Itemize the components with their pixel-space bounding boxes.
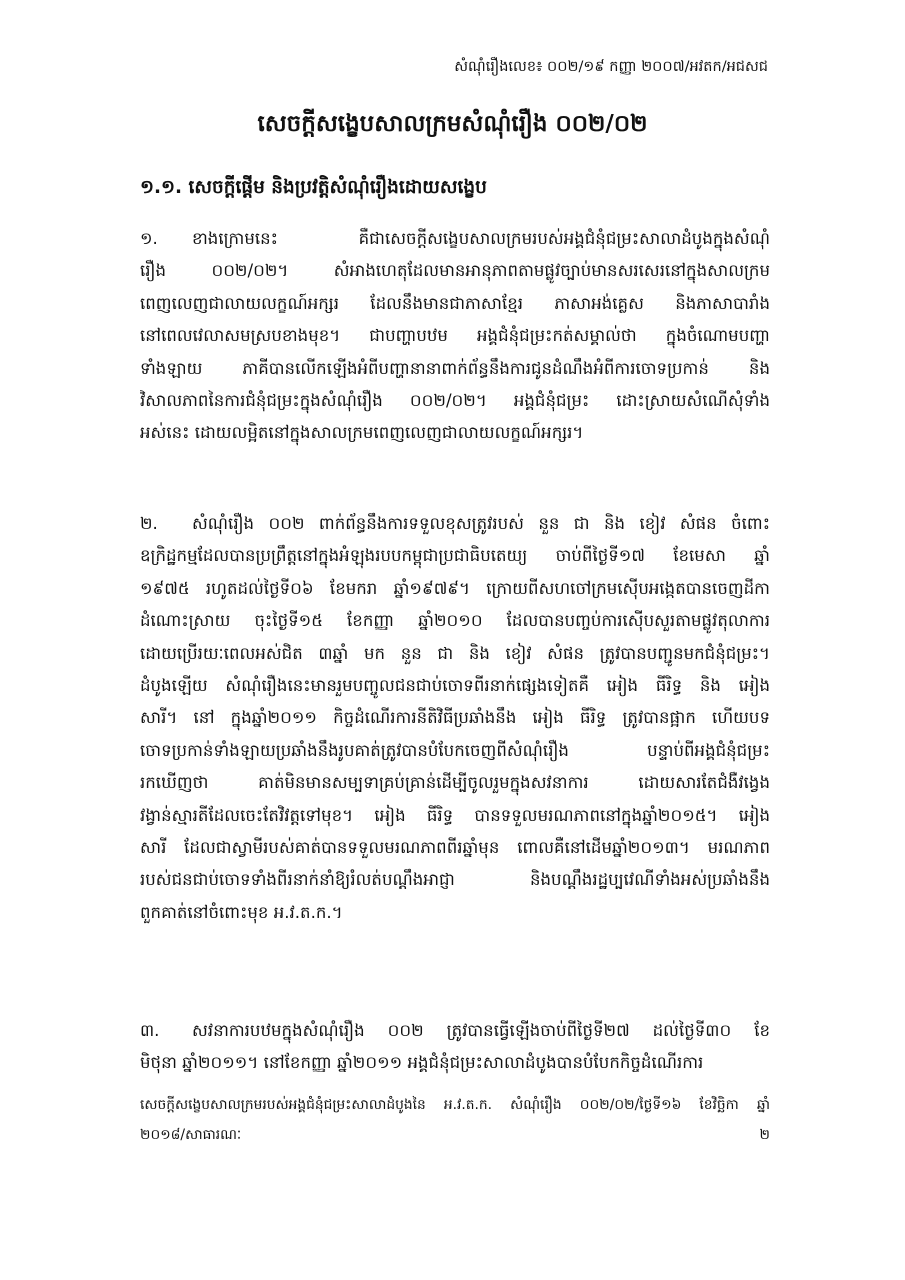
footer (140, 1090, 770, 1150)
paragraph-text: រឿង ០០២/០២។ សំអាងហេតុដែលមានអានុភាពតាមផ្លូវច្បាប់មានសរសេរនៅក្នុងសាលក្រម (140, 261, 770, 281)
paragraph-text: អស់នេះ ដោយលម្អិតនៅក្នុងសាលក្រមពេញលេញជាលាយលក្ខណ៍អក្សរ។ (140, 423, 584, 443)
paragraph-1 (140, 223, 770, 450)
paragraph-line (140, 670, 770, 702)
paragraph-3 (140, 1015, 770, 1080)
paragraph-line (140, 353, 770, 385)
paragraph-line (140, 897, 770, 929)
document-title: សេចក្ដីសង្ខេបសាលក្រមសំណុំរឿង ០០២/០២ (257, 111, 648, 137)
footer-line-1: សេចក្ដីសង្ខេបសាលក្រមរបស់អង្គជំនុំជម្រះសាលាដំបូងនៃ អ.វ.ត.ក. សំណុំរឿង ០០២/០២/ថ្ងៃទី១៦ ខែវិច្ឆិកា ឆ្នាំ (140, 1097, 770, 1113)
paragraph-text: ១៩៧៥ រហូតដល់ថ្ងៃទី០៦ ខែមករា ឆ្នាំ១៩៧៩។ ក្រោយពីសហចៅក្រមស៊ើបអង្កេតបានចេញដីកា (140, 578, 770, 598)
paragraph-text: ដំណោះស្រាយ ចុះថ្ងៃទី១៥ ខែកញ្ញា ឆ្នាំ២០១០ ដែលបានបញ្ចប់ការស៊ើបសួរតាមផ្លូវតុលាការ (140, 611, 770, 631)
paragraph-text: វិសាលភាពនៃការជំនុំជម្រះក្នុងសំណុំរឿង ០០២/០២។ អង្គជំនុំជម្រះ ដោះស្រាយសំណើសុំទាំង (140, 390, 770, 410)
paragraph-text: ឧក្រិដ្ឋកម្មដែលបានប្រព្រឹត្តនៅក្នុងអំឡុងរបបកម្ពុជាប្រជាធិបតេយ្យ ចាប់ពីថ្ងៃទី១៧ ខែមេសា ឆ្នាំ (140, 546, 770, 566)
footer-line-2: ២០១៨/សាធារណៈ (140, 1127, 242, 1143)
paragraph-line (140, 605, 770, 637)
paragraph-line (140, 638, 770, 670)
paragraph-text: ពួកគាត់នៅចំពោះមុខ អ.វ.ត.ក.។ (140, 902, 343, 922)
paragraph-number: ៣. (140, 1021, 160, 1040)
paragraph-text: នៅពេលវេលាសមស្របខាងមុខ។ ជាបញ្ហាបឋម អង្គជំនុំជម្រះកត់សម្គាល់ថា ក្នុងចំណោមបញ្ហា (140, 326, 770, 346)
paragraph-line (140, 864, 770, 896)
paragraph-text: សំណុំរឿង ០០២ ពាក់ព័ន្ធនឹងការទទួលខុសត្រូវរបស់ នួន ជា និង ខៀវ សំផន ចំពោះ (192, 514, 770, 533)
paragraph-text: ដោយប្រើរយៈពេលអស់ជិត ៣ឆ្នាំ មក នួន ជា និង ខៀវ សំផន ត្រូវបានបញ្ជូនមកជំនុំជម្រះ។ (140, 643, 770, 663)
paragraph-line (140, 800, 770, 832)
paragraph-line (140, 702, 770, 734)
paragraph-line (140, 417, 770, 449)
paragraph-line (140, 735, 770, 767)
paragraph-line (140, 255, 770, 287)
paragraph-line (140, 508, 770, 540)
header-reference: សំណុំរឿងលេខ៖ ០០២/១៩ កញ្ញា ២០០៧/អវតក/អជសជ (454, 59, 768, 75)
paragraph-number: ១. (140, 229, 158, 248)
paragraph-2 (140, 508, 770, 929)
paragraph-line (140, 573, 770, 605)
paragraph-line (140, 832, 770, 864)
paragraph-line (140, 1015, 770, 1047)
paragraph-text: សារី។ នៅ ក្នុងឆ្នាំ២០១១ កិច្ចដំណើរការនីតិវិធីប្រឆាំងនឹង អៀង ធីរិទ្ធ ត្រូវបានផ្អាក ហើយបទ (140, 708, 770, 728)
paragraph-text: វង្វាន់ស្មារតីដែលចេះតែវិវត្តទៅមុខ។ អៀង ធីរិទ្ធ បានទទួលមរណភាពនៅក្នុងឆ្នាំ២០១៥។ អៀង (140, 805, 770, 825)
paragraph-text: សវនាការបឋមក្នុងសំណុំរឿង ០០២ ត្រូវបានធ្វើឡើងចាប់ពីថ្ងៃទី២៧ ដល់ថ្ងៃទី៣០ ខែ (192, 1021, 770, 1040)
page-number: ២ (759, 1127, 770, 1143)
paragraph-line (140, 540, 770, 572)
paragraph-line (140, 288, 770, 320)
paragraph-line (140, 320, 770, 352)
paragraph-text: ដំបូងឡើយ សំណុំរឿងនេះមានរួមបញ្ចូលជនជាប់ចោទពីរនាក់ផ្សេងទៀតគឺ អៀង ធីរិទ្ធ និង អៀង (140, 675, 770, 695)
paragraph-text: របស់ជនជាប់ចោទទាំងពីរនាក់នាំឱ្យរំលត់បណ្ដឹងអាជ្ញា និងបណ្ដឹងរដ្ឋប្បវេណីទាំងអស់ប្រឆាំងនឹង (140, 870, 770, 890)
paragraph-text: សារី ដែលជាស្វាមីរបស់គាត់បានទទួលមរណភាពពីរឆ្នាំមុន ពោលគឺនៅដើមឆ្នាំ២០១៣។ មរណភាព (140, 837, 770, 857)
paragraph-text: រកឃើញថា គាត់មិនមានសម្បទាគ្រប់គ្រាន់ដើម្បីចូលរួមក្នុងសវនាការ ដោយសារតែជំងឺវង្វេង (140, 773, 770, 793)
paragraph-text: ពេញលេញជាលាយលក្ខណ៍អក្សរ ដែលនឹងមានជាភាសាខ្មែរ ភាសាអង់គ្លេស និងភាសាបារាំង (140, 293, 770, 313)
paragraph-line (140, 223, 770, 255)
paragraph-number: ២. (140, 514, 158, 533)
paragraph-text: ទាំងឡាយ ភាគីបានលើកឡើងអំពីបញ្ហានានាពាក់ព័ន្ធនឹងការជូនដំណឹងអំពីការចោទប្រកាន់ និង (140, 358, 770, 378)
paragraph-line (140, 767, 770, 799)
section-heading: ១.១. សេចក្ដីផ្ដើម និងប្រវត្តិសំណុំរឿងដោយសង្ខេប (140, 177, 487, 198)
footer-row (140, 1120, 770, 1150)
paragraph-line (140, 385, 770, 417)
paragraph-text: ខាងក្រោមនេះ គឺជាសេចក្ដីសង្ខេបសាលក្រមរបស់អង្គជំនុំជម្រះសាលាដំបូងក្នុងសំណុំ (192, 229, 770, 248)
paragraph-text: ចោទប្រកាន់ទាំងឡាយប្រឆាំងនឹងរូបគាត់ត្រូវបានបំបែកចេញពីសំណុំរឿង បន្ទាប់ពីអង្គជំនុំជម្រះ (140, 740, 770, 760)
paragraph-line (140, 1047, 770, 1079)
paragraph-text: មិថុនា ឆ្នាំ២០១១។ នៅខែកញ្ញា ឆ្នាំ២០១១ អង្គជំនុំជម្រះសាលាដំបូងបានបំបែកកិច្ចដំណើរការ (140, 1053, 704, 1073)
